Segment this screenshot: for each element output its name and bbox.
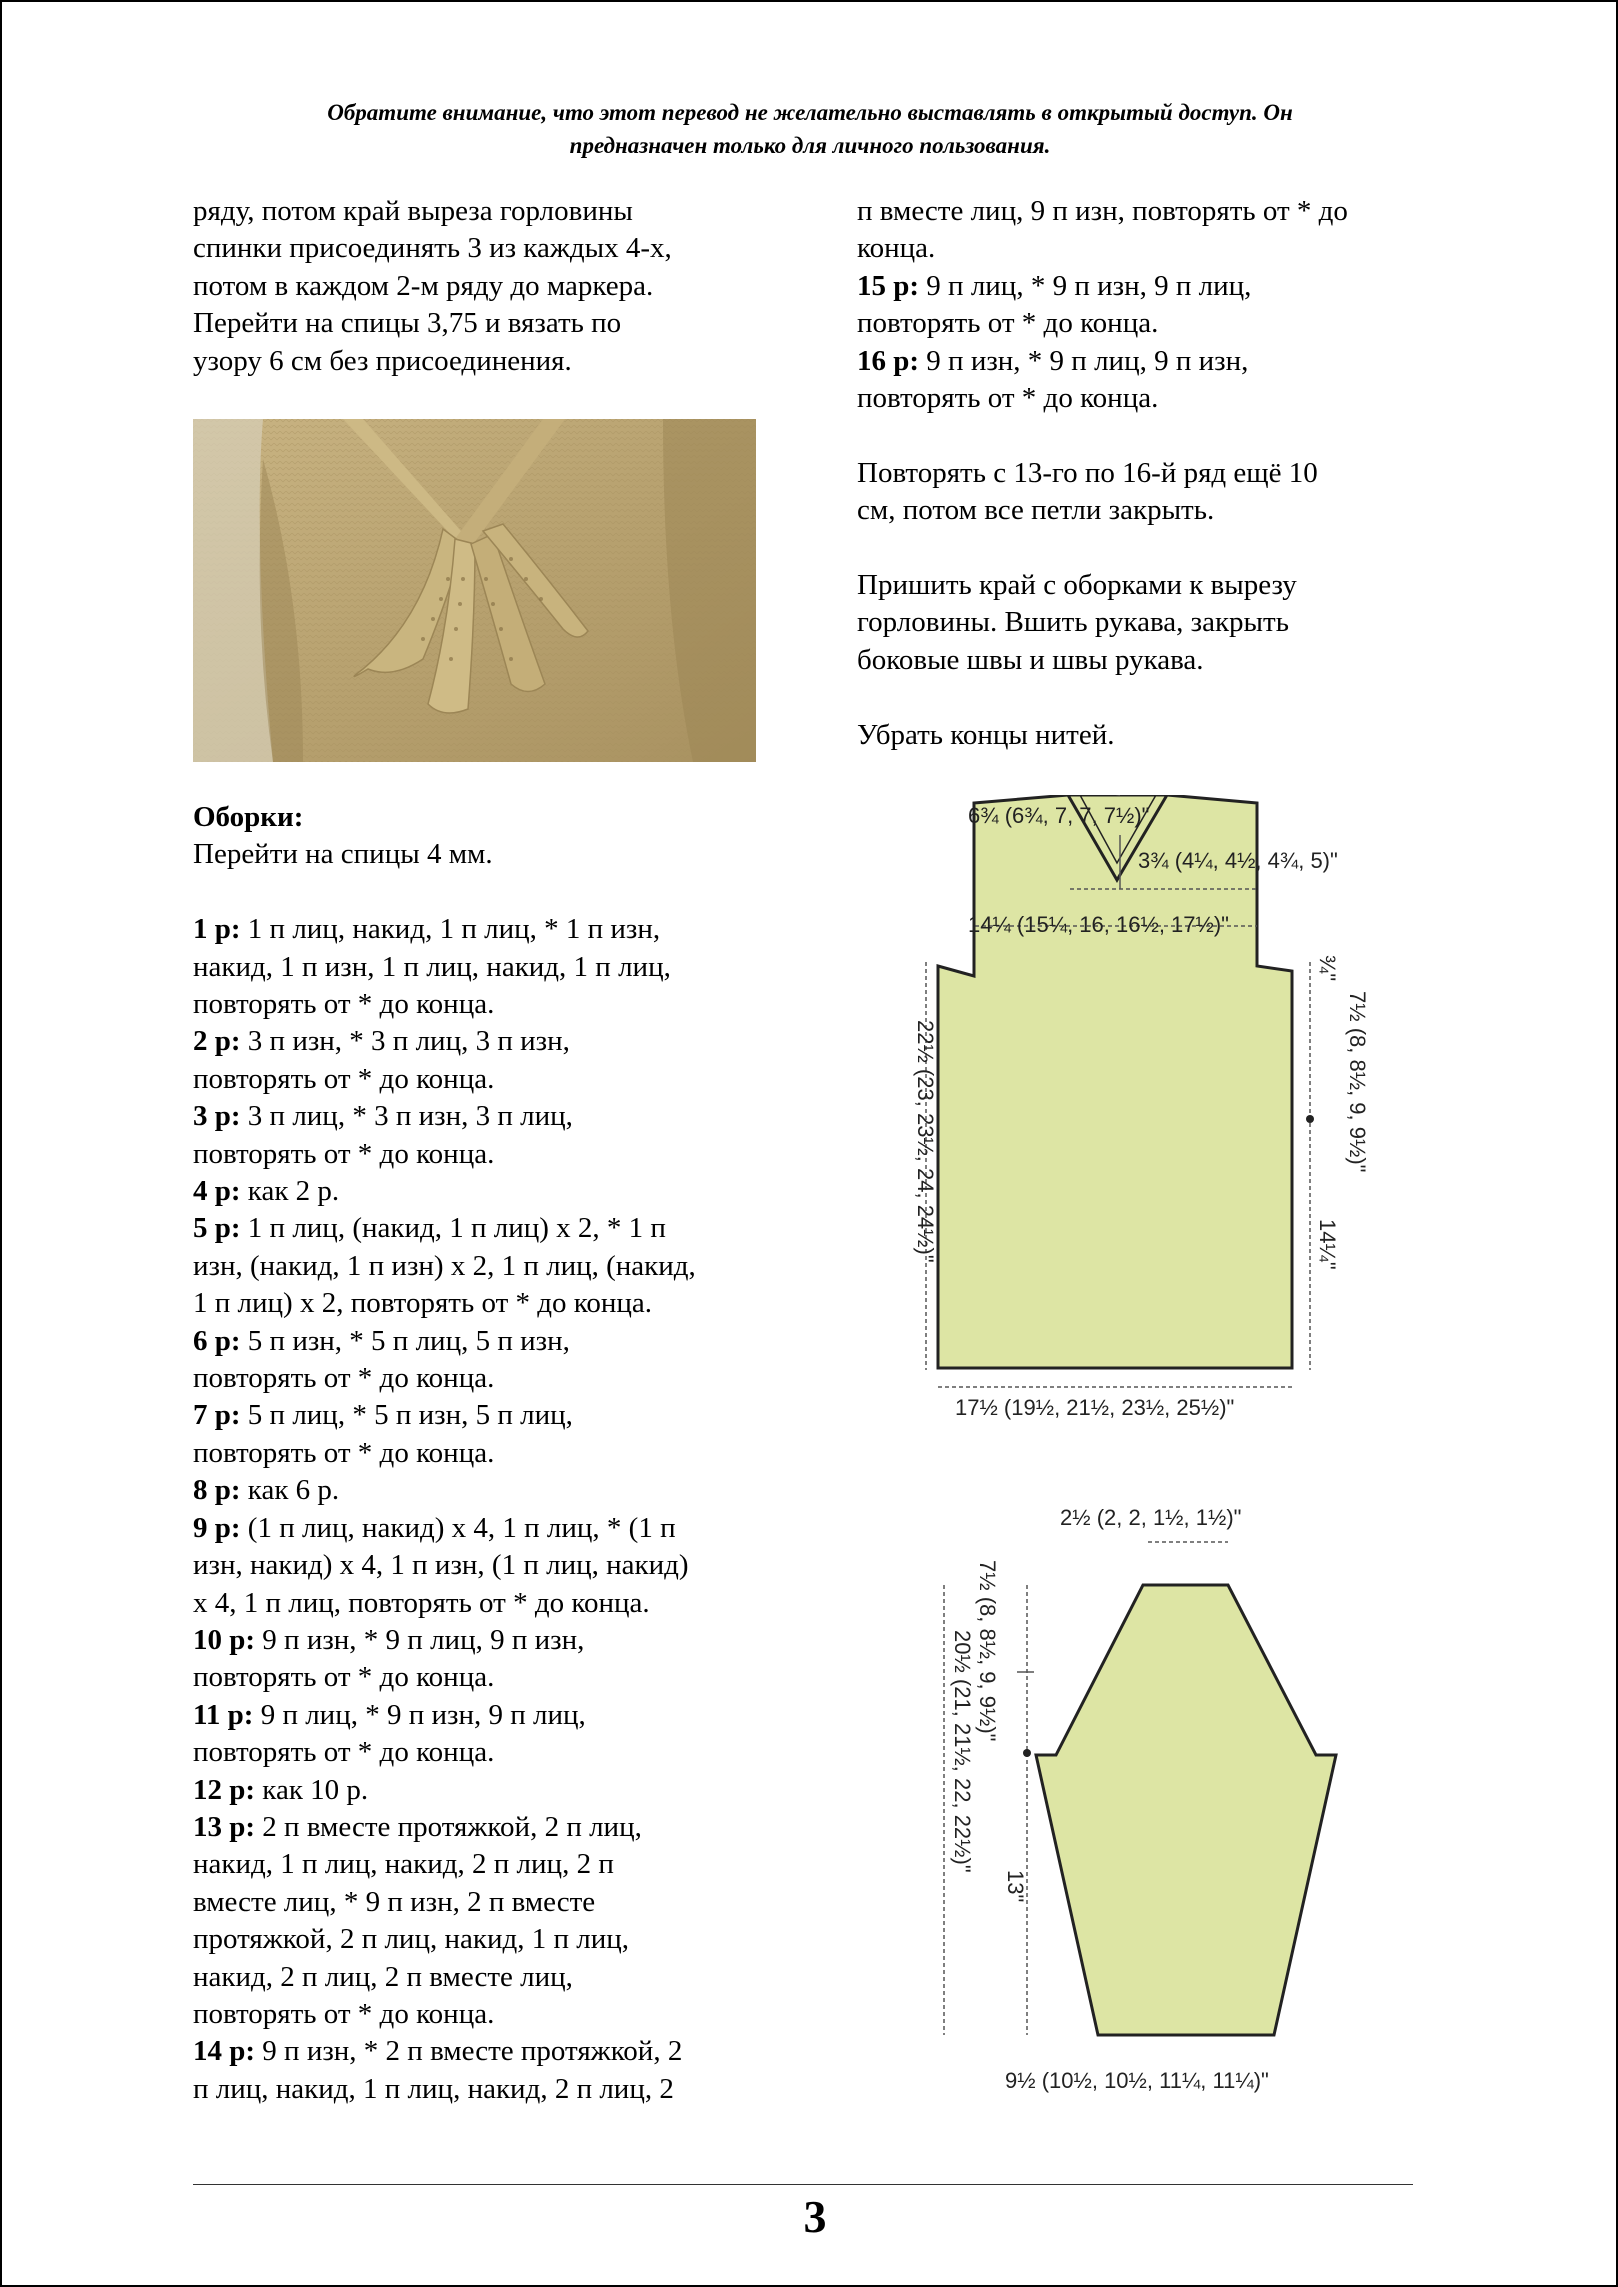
row-label: 13 р: [193,1810,256,1843]
shoulder-width-label: 6¾ (6¾, 7, 7, 7½)" [968,803,1150,828]
ruffle-row-line: 8 р: как 6 р. [193,1474,340,1507]
ruffle-row-line: повторять от * до конца. [193,1736,495,1769]
text-line: конца. [857,232,936,265]
row-label: 5 р: [193,1212,241,1245]
text-line: потом в каждом 2-м ряду до маркера. [193,269,654,302]
top-width-label: 14¼ (15¼, 16, 16½, 17½)" [968,912,1229,937]
section-heading: Оборки: [193,801,304,833]
notice-line-1: Обратите внимание, что этот перевод не желательно выставлять в открытый доступ. Он [327,100,1293,125]
neckline-instructions [193,193,773,380]
bottom-width-label: 17½ (19½, 21½, 23½, 25½)" [955,1395,1235,1420]
armhole-depth-label: 7½ (8, 8½, 9, 9½)" [1345,991,1370,1173]
vest-schematic [880,795,1400,1435]
row-label: 7 р: [193,1399,241,1432]
intro-line: Перейти на спицы 4 мм. [193,838,493,871]
ruffle-row-line: повторять от * до конца. [857,307,1159,340]
ruffle-row-line: 7 р: 5 п лиц, * 5 п изн, 5 п лиц, [193,1399,573,1432]
row-label: 16 р: [857,344,920,377]
text-line: ряду, потом край выреза горловины [193,195,633,227]
text-line: п вместе лиц, 9 п изн, повторять от * до [857,195,1348,227]
neck-depth-label: ¾" [1315,955,1340,982]
cap-height-label: 7½ (8, 8½, 9, 9½)" [975,1560,1000,1742]
ruffle-row-line: вместе лиц, * 9 п изн, 2 п вместе [193,1885,596,1918]
neck-width-label: 3¾ (4¼, 4½, 4¾, 5)" [1138,848,1338,873]
paragraph-line: Повторять с 13-го по 16-й ряд ещё 10 [857,456,1318,489]
ruffle-row-line: накид, 1 п изн, 1 п лиц, накид, 1 п лиц, [193,950,671,983]
paragraph-line: см, потом все петли закрыть. [857,494,1215,527]
row-label: 15 р: [857,269,920,302]
ruffle-row-line: накид, 2 п лиц, 2 п вместе лиц, [193,1960,573,1993]
ruffle-row-line: 4 р: как 2 р. [193,1175,340,1208]
paragraph-line: боковые швы и швы рукава. [857,643,1204,676]
ruffle-row-line: повторять от * до конца. [193,1362,495,1395]
row-label: 9 р: [193,1511,241,1544]
ruffle-row-line: 16 р: 9 п изн, * 9 п лиц, 9 п изн, [857,344,1249,377]
notice-line-2: предназначен только для личного пользования. [569,133,1051,158]
ruffle-row-line: накид, 1 п лиц, накид, 2 п лиц, 2 п [193,1848,614,1881]
row-label: 1 р: [193,913,241,946]
ruffle-row-line: 11 р: 9 п лиц, * 9 п изн, 9 п лиц, [193,1698,586,1731]
underarm-length-label: 13" [1003,1870,1028,1903]
ruffle-row-line: изн, накид) х 4, 1 п изн, (1 п лиц, накид) [193,1549,689,1582]
ruffle-row-line: протяжкой, 2 п лиц, накид, 1 п лиц, [193,1923,630,1956]
text-line: спинки присоединять 3 из каждых 4-х, [193,232,672,265]
cap-width-label: 2½ (2, 2, 1½, 1½)" [1060,1505,1242,1530]
ruffle-row-line: повторять от * до конца. [193,1436,495,1469]
ruffle-row-line: 1 р: 1 п лиц, накид, 1 п лиц, * 1 п изн, [193,913,661,946]
row-label: 11 р: [193,1698,254,1731]
ruffle-row-line: 1 п лиц) х 2, повторять от * до конца. [193,1287,653,1320]
ruffle-row-line: 15 р: 9 п лиц, * 9 п изн, 9 п лиц, [857,269,1252,302]
page-number: 3 [803,2191,827,2242]
row-label: 8 р: [193,1474,241,1507]
ruffle-row-line: 5 р: 1 п лиц, (накид, 1 п лиц) х 2, * 1 п [193,1212,666,1245]
row-label: 2 р: [193,1025,241,1058]
copyright-notice [190,96,1430,162]
ruffles-section [193,799,773,2108]
ruffle-row-line: повторять от * до конца. [193,1997,495,2030]
footer-rule [193,2184,1413,2185]
side-length-label: 14¼" [1315,1219,1340,1270]
row-label: 6 р: [193,1324,241,1357]
sweater-detail-photo [193,419,756,762]
row-label: 14 р: [193,2035,256,2068]
ruffle-row-line: п лиц, накид, 1 п лиц, накид, 2 п лиц, 2 [193,2072,674,2105]
row-label: 4 р: [193,1175,241,1208]
ruffle-row-line: повторять от * до конца. [193,988,495,1021]
finishing-instructions [857,193,1437,754]
vest-body-shape [938,795,1292,1368]
ruffle-row-line: повторять от * до конца. [193,1137,495,1170]
length-label: 22½ (23, 23½, 24, 24½)" [913,1020,938,1263]
ruffle-row-line: 2 р: 3 п изн, * 3 п лиц, 3 п изн, [193,1025,570,1058]
row-label: 3 р: [193,1100,241,1133]
ruffle-row-line: х 4, 1 п лиц, повторять от * до конца. [193,1586,650,1619]
ruffle-row-line: 3 р: 3 п лиц, * 3 п изн, 3 п лиц, [193,1100,573,1133]
ruffle-row-line: 13 р: 2 п вместе протяжкой, 2 п лиц, [193,1810,642,1843]
sleeve-schematic [880,1480,1400,2110]
cuff-width-label: 9½ (10½, 10½, 11¼, 11¼)" [1005,2068,1269,2093]
ruffle-row-line: 6 р: 5 п изн, * 5 п лиц, 5 п изн, [193,1324,570,1357]
sleeve-shape [1036,1585,1336,2035]
paragraph-line: Пришить край с оборками к вырезу [857,569,1297,602]
ruffle-row-line: 9 р: (1 п лиц, накид) х 4, 1 п лиц, * (1 п [193,1511,676,1544]
sleeve-length-label: 20½ (21, 21½, 22, 22½)" [950,1630,975,1873]
paragraph-line: Убрать концы нитей. [857,718,1115,751]
ruffle-row-line: повторять от * до конца. [193,1661,495,1694]
ruffle-row-line: 10 р: 9 п изн, * 9 п лиц, 9 п изн, [193,1623,585,1656]
ruffle-row-line: изн, (накид, 1 п изн) х 2, 1 п лиц, (накид, [193,1249,696,1282]
ruffle-row-line: повторять от * до конца. [857,382,1159,415]
text-line: Перейти на спицы 3,75 и вязать по [193,307,622,340]
text-line: узору 6 см без присоединения. [193,344,572,377]
row-label: 12 р: [193,1773,256,1806]
ruffle-row-line: повторять от * до конца. [193,1062,495,1095]
paragraph-line: горловины. Вшить рукава, закрыть [857,606,1289,639]
ruffle-row-line: 12 р: как 10 р. [193,1773,369,1806]
ruffle-row-line: 14 р: 9 п изн, * 2 п вместе протяжкой, 2 [193,2035,683,2068]
row-label: 10 р: [193,1623,256,1656]
